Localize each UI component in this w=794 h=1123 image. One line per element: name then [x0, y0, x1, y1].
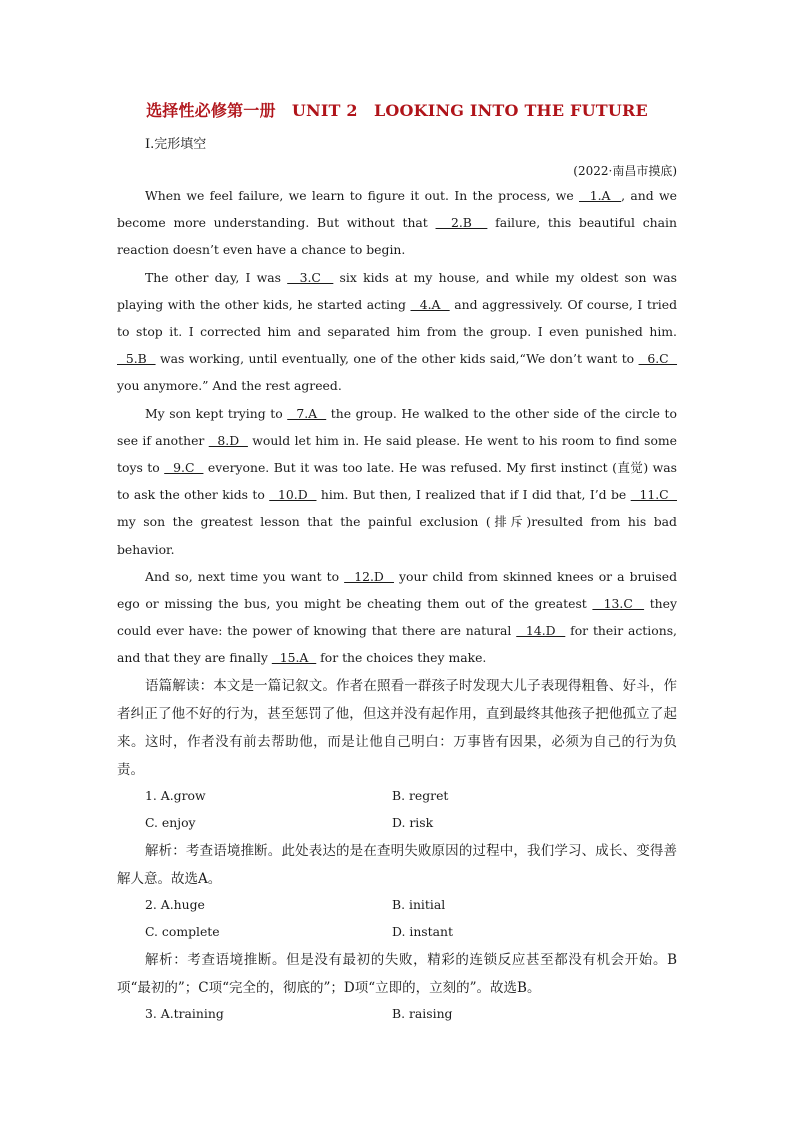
blank-answer: 9.C — [164, 460, 204, 476]
blank-answer: 4.A — [410, 296, 450, 312]
question-2-options — [145, 891, 639, 945]
blank-answer: 13.C — [592, 596, 645, 612]
cloze-passage — [117, 182, 677, 784]
blank-answer: 1.A — [579, 188, 622, 203]
blank-answer: 14.D — [516, 623, 566, 639]
option-b: B. initial — [392, 897, 446, 912]
blank-answer: 10.D — [269, 487, 317, 503]
paragraph-1: When we feel failure, we learn to figure it out. In the process, we 1.A , and we become more understanding. But without that 2.B failure, this beautiful chain reaction doesn’t even have a chance to begin. — [117, 188, 677, 258]
blank-answer: 12.D — [344, 568, 394, 584]
source-note: (2022·南昌市摸底) — [573, 164, 677, 178]
page-title: 选择性必修第一册 UNIT 2 LOOKING INTO THE FUTURE — [146, 101, 648, 120]
option-b: B. regret — [392, 788, 449, 803]
option-b: B. raising — [392, 1006, 453, 1021]
blank-answer: 2.B — [435, 215, 488, 231]
question-2-explanation: 解析：考查语境推断。但是没有最初的失败，精彩的连锁反应甚至都没有机会开始。B项“最初的”；C项“完全的，彻底的”；D项“立即的，立刻的”。故选B。 — [117, 952, 677, 996]
option-c: C. enjoy — [145, 815, 196, 830]
question-1-explanation: 解析：考查语境推断。此处表达的是在查明失败原因的过程中，我们学习、成长、变得善解人意。故选A。 — [117, 843, 677, 887]
question-1-options — [145, 782, 639, 836]
blank-answer: 7.A — [287, 405, 327, 421]
blank-answer: 5.B — [117, 351, 156, 367]
passage-analysis: 语篇解读：本文是一篇记叙文。作者在照看一群孩子时发现大儿子表现得粗鲁、好斗，作者纠正了他不好的行为，甚至惩罚了他，但这并没有起作用，直到最终其他孩子把他孤立了起来。这时，作者没有前去帮助他，而是让他自己明白：万事皆有因果，必须为自己的行为负责。 — [117, 677, 677, 778]
option-a: 3. A.training — [145, 1006, 224, 1021]
blank-answer: 3.C — [287, 269, 334, 285]
blank-answer: 8.D — [208, 432, 248, 448]
section-heading: Ⅰ.完形填空 — [145, 137, 207, 152]
paragraph-3: My son kept trying to 7.A the group. He walked to the other side of the circle to see if another 8.D would let him in. He said please. He went to his room to find some toys to 9.C everyone. But it was too late. He was refused. My first instinct (直觉) was to ask the other kids to 10.D him. But then, I realized that if I did that, I’d be 11.C my son the greatest lesson that the painful exclusion (排斥)resulted from his bad behavior. — [117, 405, 677, 557]
blank-answer: 15.A — [271, 650, 317, 666]
option-a: 2. A.huge — [145, 897, 205, 912]
blank-answer: 11.C — [630, 487, 677, 503]
option-d: D. instant — [392, 924, 453, 939]
paragraph-2: The other day, I was 3.C six kids at my house, and while my oldest son was playing with the other kids, he started acting 4.A and aggressively. Of course, I tried to stop it. I corrected him and separated him from the group. I even punished him. 5.B was working, until eventually, one of the other kids said,“We don’t want to 6.C you anymore.” And the rest agreed. — [117, 269, 678, 394]
blank-answer: 6.C — [638, 351, 678, 367]
option-a: 1. A.grow — [145, 788, 206, 803]
option-c: C. complete — [145, 924, 220, 939]
option-d: D. risk — [392, 815, 434, 830]
question-3-options — [145, 1000, 639, 1027]
paragraph-4: And so, next time you want to 12.D your child from skinned knees or a bruised ego or missing the bus, you might be cheating them out of the greatest 13.C they could ever have: the power of knowing that there are natural 14.D for their actions, and that they are finally 15.A for the choices they make. — [117, 568, 678, 666]
